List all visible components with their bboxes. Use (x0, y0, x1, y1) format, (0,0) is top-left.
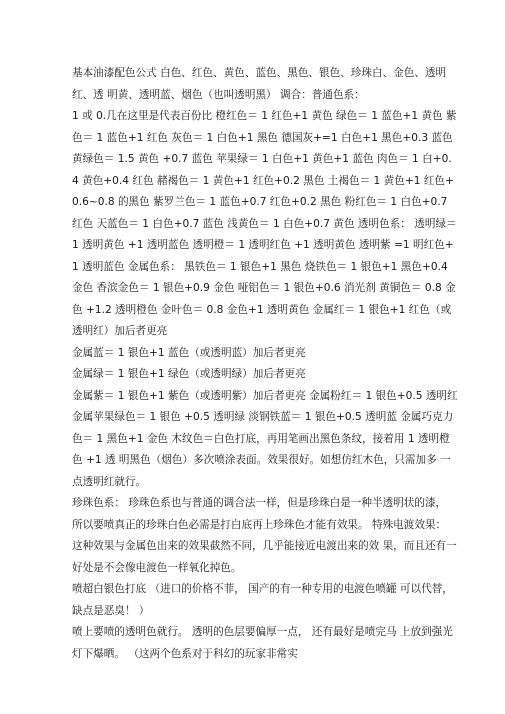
transparent-coat-paragraph: 喷上要喷的透明色就行。 透明的色层要偏厚一点， 还有最好是喷完马 上放到强光灯下爆晒。 （这两个色系对于科幻的玩家非常实 (72, 626, 453, 660)
pearl-and-chrome-effect-paragraph: 珍珠色系： 珍珠色系也与普通的调合法一样，但是珍珠白是一种半透明状的漆， 所以要喷真正的珍珠白色必需是打白底再上珍珠色才能有效果。 特殊电渡效果： 这种效果与金属色出来的效果截然不同，几乎能接近电渡出来的效 果，而且还有一好处是不会像电渡色一样氧化掉色。 (72, 497, 457, 574)
document-body (72, 63, 458, 665)
metallic-green-line: 金属绿＝ 1 银色+1 绿色（或透明绿）加后者更亮 (72, 368, 306, 380)
ordinary-and-metallic-colors-paragraph: 1 或 0.几在这里是代表百份比 橙红色＝ 1 红色+1 黄色 绿色＝ 1 蓝色+1 黄色 紫色＝ 1 蓝色+1 红色 灰色＝ 1 白色+1 黑色 德国灰+=1 白色+1 黑色+0.3 蓝色 黄绿色＝ 1.5 黄色 +0.7 蓝色 苹果绿＝ 1 白色+1 黄色+1 蓝色 肉色＝ 1 白+0.4 黄色+0.4 红色 赭褐色＝ 1 黄色+1 红色+0.2 黑色 土褐色＝ 1 黄色+1 红色+0.6~0.8 的黑色 紫罗兰色＝ 1 蓝色+0.7 红色+0.2 黑色 粉红色＝ 1 白色+0.7 红色 天蓝色＝ 1 白色+0.7 蓝色 浅黄色＝ 1 白色+0.7 黄色 透明色系： 透明绿＝ 1 透明黄色 +1 透明蓝色 透明橙＝ 1 透明红色 +1 透明黄色 透明紫 =1 明红色+1 透明蓝色 金属色系： 黑铁色＝ 1 银色+1 黑色 烧铁色＝ 1 银色+1 黑色+0.4 金色 香滨金色＝ 1 银色+0.9 金色 哑铝色＝ 1 银色+0.6 消光剂 黄铜色＝ 0.8 金色 +1.2 透明橙色 金叶色＝ 0.8 金色+1 透明黄色 金属红＝ 1 银色+1 红色（或透明红）加后者更亮 (72, 110, 457, 337)
metallic-purple-and-woodgrain-paragraph: 金属紫＝ 1 银色+1 紫色（或透明紫）加后者更亮 金属粉红＝ 1 银色+0.5 透明红 金属苹果绿色＝ 1 银色 +0.5 透明绿 淡钢铁蓝＝ 1 银色+0.5 透明蓝 金属巧克力色＝ 1 黑色+1 金色 木纹色＝白色打底，再用笔画出黑色条纹，接着用 1 透明橙色 +1 透 明黑色（烟色）多次喷涂表面。效果很好。如想仿红木色，只需加多 一点透明红就行。 (72, 389, 458, 488)
metallic-blue-line: 金属蓝＝ 1 银色+1 蓝色（或透明蓝）加后者更亮 (72, 346, 306, 359)
silver-base-paragraph: 喷超白银色打底 （进口的价格不菲， 国产的有一种专用的电渡色喷罐 可以代替，缺点是恶臭！ ） (72, 583, 453, 617)
intro-paragraph: 基本油漆配色公式 白色、红色、黄色、蓝色、黑色、银色、珍珠白、金色、透明红、透 明黄、透明蓝、烟色（也叫透明黑） 调合：普通色系： (72, 67, 447, 101)
